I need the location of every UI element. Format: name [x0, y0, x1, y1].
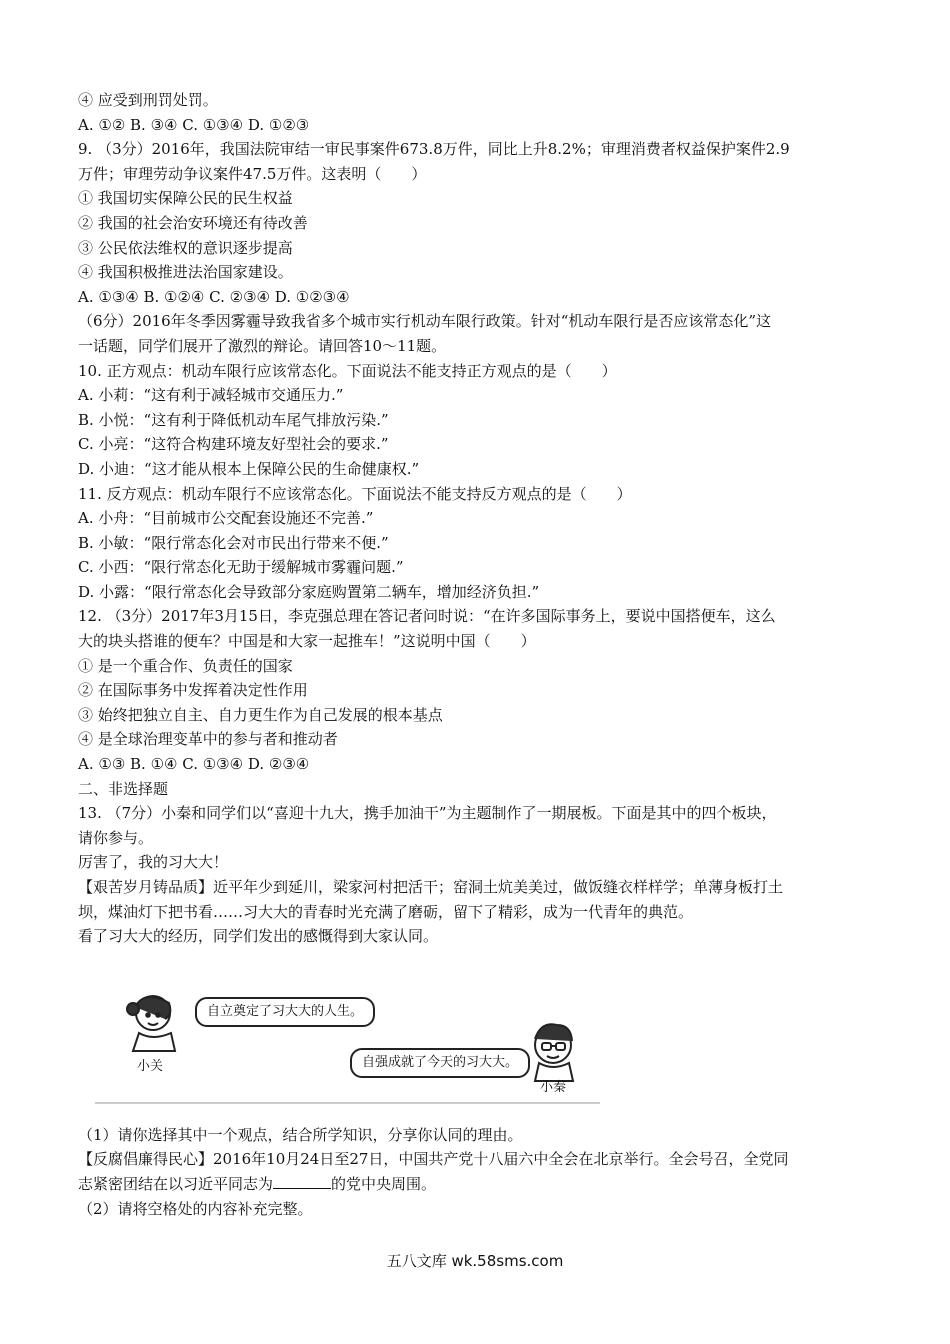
text-line: 【艰苦岁月铸品质】近平年少到延川，梁家河村把活干；窑洞土炕美美过，做饭缝衣样样学；单薄身板打土 — [78, 878, 784, 896]
text-line: D. 小露：“限行常态化会导致部分家庭购置第二辆车，增加经济负担.” — [78, 582, 540, 601]
text-line: 请你参与。 — [78, 828, 154, 847]
text-block-bottom — [78, 1123, 878, 1172]
text-line: ② 在国际事务中发挥着决定性作用 — [78, 681, 308, 700]
text-line: B. 小悦：“这有利于降低机动车尾气排放污染.” — [78, 410, 389, 429]
text-line: 坝，煤油灯下把书看……习大大的青春时光充满了磨砺，留下了精彩，成为一代青年的典范。 — [78, 902, 694, 921]
text-line: ① 我国切实保障公民的民生权益 — [78, 189, 293, 208]
text-line: 看了习大大的经历，同学们发出的感慨得到大家认同。 — [78, 927, 439, 946]
blank-line-post: 的党中央周围。 — [331, 1174, 437, 1193]
text-line: C. 小西：“限行常态化无助于缓解城市雾霾问题.” — [78, 558, 404, 577]
text-line: ④ 我国积极推进法治国家建设。 — [78, 263, 293, 282]
cartoon-figure — [95, 963, 600, 1105]
text-block-top — [78, 88, 878, 949]
text-line: C. 小亮：“这符合构建环境友好型社会的要求.” — [78, 435, 389, 454]
cartoon-illustration — [95, 963, 600, 1105]
fill-blank-line — [78, 1172, 878, 1197]
text-line: 万件；审理劳动争议案件47.5万件。这表明（ ） — [78, 164, 427, 183]
text-line: 9. （3分）2016年，我国法院审结一审民事案件673.8万件，同比上升8.2%；审理消费者权益保护案件2.9 — [78, 140, 790, 159]
text-line: A. ①② B. ③④ C. ①③④ D. ①②③ — [78, 115, 310, 134]
text-line: A. 小舟：“目前城市公交配套设施还不完善.” — [78, 509, 374, 528]
text-line: B. 小敏：“限行常态化会对市民出行带来不便.” — [78, 533, 389, 552]
answer-blank[interactable] — [273, 1174, 331, 1189]
text-line: ③ 公民依法维权的意识逐步提高 — [78, 238, 293, 257]
girl-icon — [127, 996, 175, 1051]
speech-bubble-right: 自强成就了今天的习大大。 — [350, 1048, 530, 1078]
text-line: （6分）2016年冬季因雾霾导致我省多个城市实行机动车限行政策。针对“机动车限行是否应该常态化”这 — [78, 312, 772, 331]
text-line: 13. （7分）小秦和同学们以“喜迎十九大，携手加油干”为主题制作了一期展板。下面是其中的四个板块， — [78, 804, 777, 823]
text-line: 一话题，同学们展开了激烈的辩论。请回答10～11题。 — [78, 336, 447, 355]
text-line: A. 小莉：“这有利于减轻城市交通压力.” — [78, 386, 344, 405]
text-line: 【反腐倡廉得民心】2016年10月24日至27日，中国共产党十八届六中全会在北京举行。全会号召，全党同 — [78, 1150, 789, 1169]
text-line: ④ 应受到刑罚处罚。 — [78, 91, 218, 109]
text-line: ③ 始终把独立自主、自力更生作为自己发展的根本基点 — [78, 705, 443, 724]
text-line: 二、非选择题 — [78, 779, 169, 798]
text-line: 11. 反方观点：机动车限行不应该常态化。下面说法不能支持反方观点的是（ ） — [78, 484, 632, 503]
text-line: 12. （3分）2017年3月15日，李克强总理在答记者问时说：“在许多国际事务上，要说中国搭便车，这么 — [78, 607, 776, 626]
text-line: ① 是一个重合作、负责任的国家 — [78, 656, 293, 675]
text-line: A. ①③ B. ①④ C. ①③④ D. ②③④ — [78, 755, 310, 774]
text-line: （1）请你选择其中一个观点，结合所学知识，分享你认同的理由。 — [78, 1125, 523, 1144]
page-footer: 五八文库 wk.58sms.com — [386, 1252, 564, 1270]
text-line: A. ①③④ B. ①②④ C. ②③④ D. ①②③④ — [78, 287, 350, 306]
text-line: 大的块头搭谁的便车？中国是和大家一起推车！”这说明中国（ ） — [78, 632, 536, 651]
question-line: （2）请将空格处的内容补充完整。 — [78, 1199, 313, 1218]
document-body — [78, 88, 878, 1221]
speech-bubble-left: 自立奠定了习大大的人生。 — [195, 997, 375, 1027]
text-line: 10. 正方观点：机动车限行应该常态化。下面说法不能支持正方观点的是（ ） — [78, 361, 617, 380]
name-label-left: 小关 — [137, 1058, 164, 1074]
text-line: 厉害了，我的习大大！ — [78, 853, 229, 872]
text-line: ④ 是全球治理变革中的参与者和推动者 — [78, 730, 338, 749]
blank-line-pre: 志紧密团结在以习近平同志为 — [78, 1174, 274, 1193]
text-line: D. 小迪：“这才能从根本上保障公民的生命健康权.” — [78, 459, 420, 478]
text-line: ② 我国的社会治安环境还有待改善 — [78, 213, 308, 232]
boy-icon — [535, 1024, 573, 1081]
name-label-right: 小秦 — [540, 1079, 567, 1095]
